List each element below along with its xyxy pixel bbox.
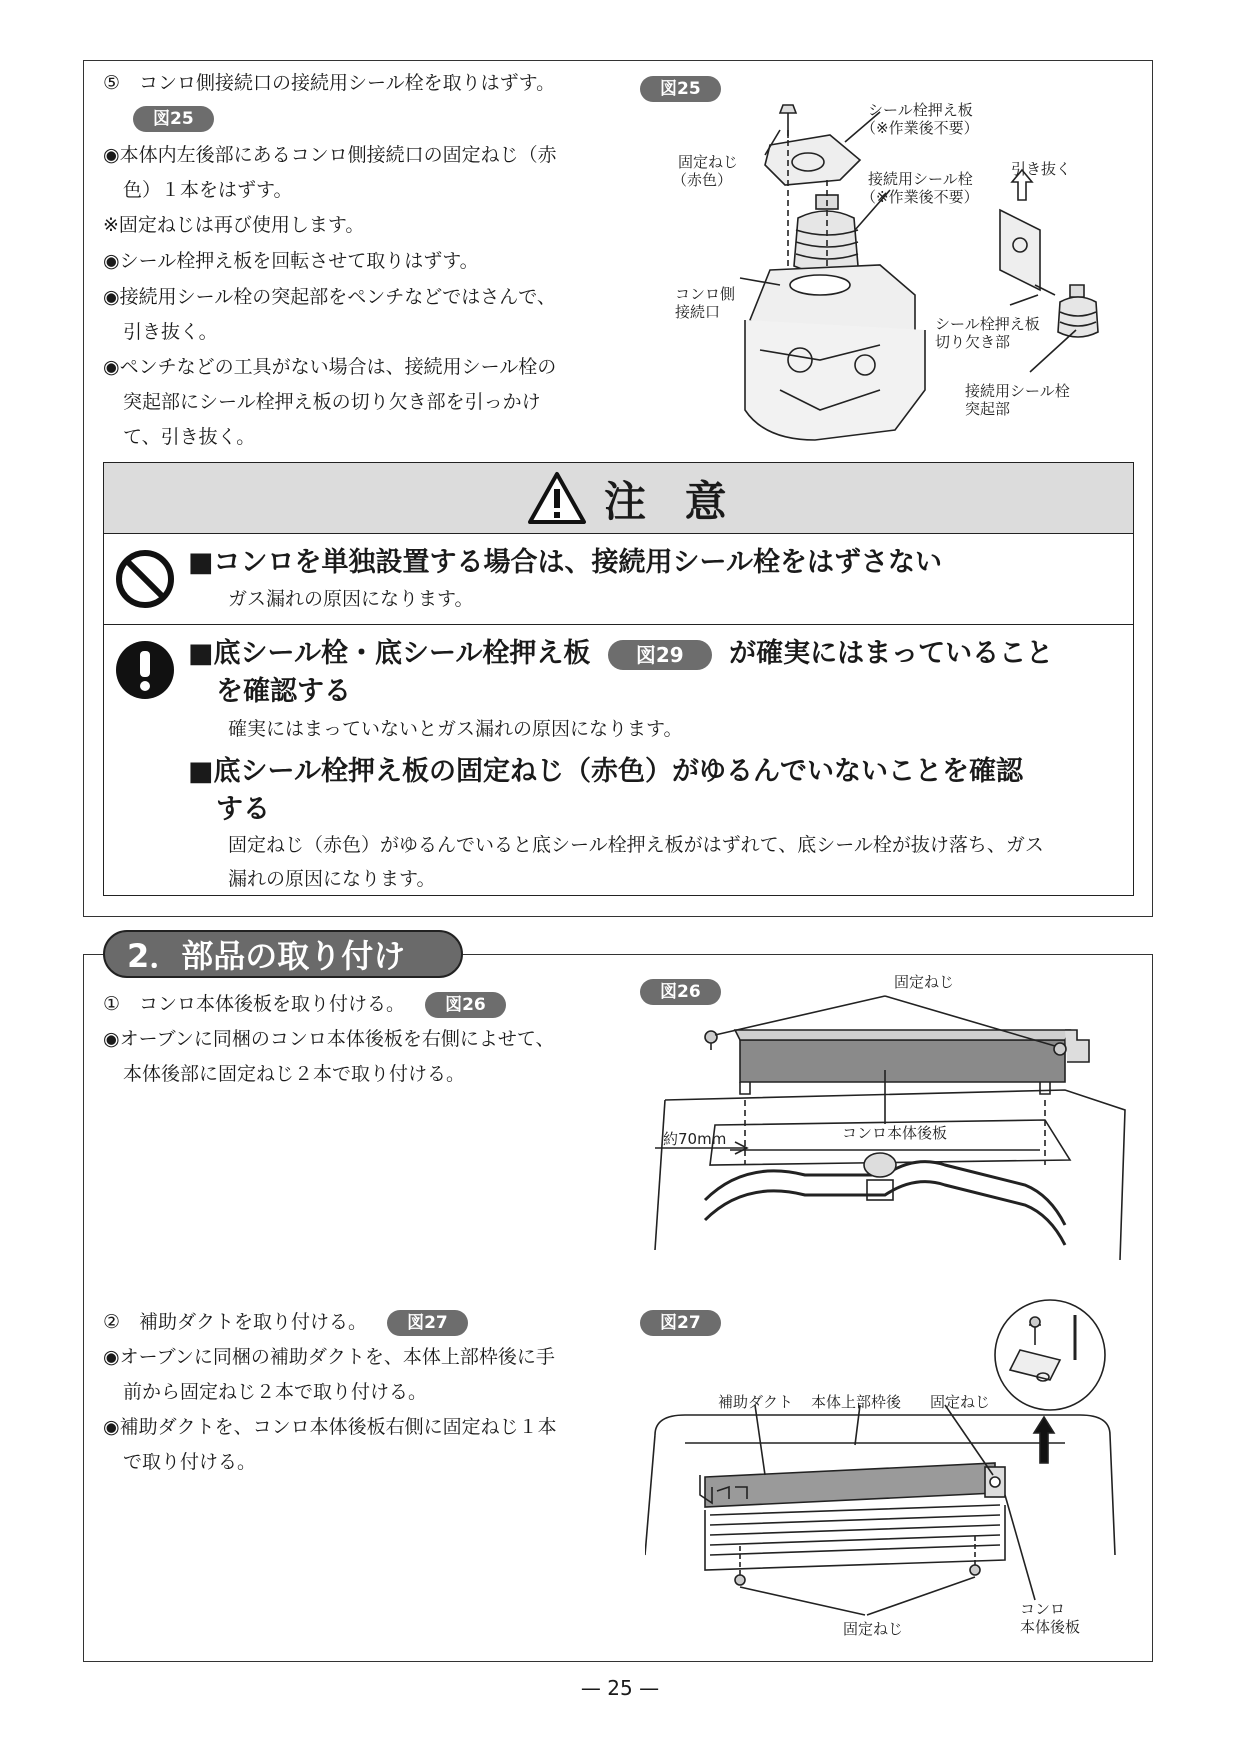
- fig27-label-frame: 本体上部枠後: [811, 1393, 902, 1411]
- fig25-label-connector: コンロ側: [675, 285, 736, 303]
- fig25-label-protrusion2: 突起部: [965, 400, 1011, 418]
- fig27-label-duct: 補助ダクト: [718, 1393, 794, 1411]
- step5-note: ※固定ねじは再び使用します。: [103, 214, 365, 236]
- caution-sub-1: ガス漏れの原因になります。: [228, 588, 474, 610]
- caution-row-mandatory: [104, 625, 1133, 895]
- step5-bullet2: ◉シール栓押え板を回転させて取りはずす。: [103, 250, 479, 272]
- step5-ref: 図25: [133, 106, 214, 132]
- step5-title: ⑤ コンロ側接続口の接続用シール栓を取りはずす。: [103, 72, 556, 94]
- step2-ref: 図27: [387, 1310, 468, 1336]
- fig25-label-seal-note: （※作業後不要）: [861, 188, 979, 206]
- step5-bullet3b: 引き抜く。: [123, 321, 218, 343]
- caution-heading-3: ■底シール栓押え板の固定ねじ（赤色）がゆるんでいないことを確認: [188, 756, 1023, 787]
- fig27-ref: 図27: [640, 1310, 721, 1336]
- caution-heading-1: ■コンロを単独設置する場合は、接続用シール栓をはずさない: [188, 547, 942, 578]
- fig25-label-protrusion: 接続用シール栓: [965, 382, 1070, 400]
- step5-bullet1: ◉本体内左後部にあるコンロ側接続口の固定ねじ（赤: [103, 144, 557, 166]
- fig26-label-backplate: コンロ本体後板: [838, 1124, 951, 1142]
- caution-sub-3b: 漏れの原因になります。: [228, 868, 436, 890]
- step2-bullet1b: 前から固定ねじ２本で取り付ける。: [123, 1381, 428, 1403]
- fig26-label-dimension: 約70mm: [663, 1130, 727, 1148]
- caution-box: [103, 462, 1134, 896]
- warning-triangle-icon: [527, 471, 587, 525]
- caution-header: [104, 463, 1133, 534]
- caution-heading-3b: する: [216, 794, 270, 825]
- step2-title: ② 補助ダクトを取り付ける。 図27: [103, 1305, 468, 1340]
- fig27-label-screw: 固定ねじ: [930, 1393, 991, 1411]
- fig25-illustration: [640, 90, 1130, 470]
- step1-bullet1b: 本体後部に固定ねじ２本で取り付ける。: [123, 1063, 466, 1085]
- caution-sub-3: 固定ねじ（赤色）がゆるんでいると底シール栓押え板がはずれて、底シール栓が抜け落ち、ガス: [228, 834, 1044, 856]
- fig25-label-screw-red: （赤色）: [672, 171, 733, 189]
- step5-bullet3: ◉接続用シール栓の突起部をペンチなどではさんで、: [103, 286, 556, 308]
- step5-bullet4: ◉ペンチなどの工具がない場合は、接続用シール栓の: [103, 356, 557, 378]
- step5-bullet4c: て、引き抜く。: [123, 426, 256, 448]
- step1-ref: 図26: [425, 992, 506, 1018]
- caution-ref-fig29: 図29: [608, 640, 712, 670]
- fig27-label-screw-bottom: 固定ねじ: [843, 1620, 904, 1638]
- fig26-label-screw: 固定ねじ: [894, 973, 955, 991]
- page-number: — 25 —: [580, 1676, 660, 1700]
- step2-bullet1: ◉オーブンに同梱の補助ダクトを、本体上部枠後に手: [103, 1346, 555, 1368]
- fig27-label-backplate2: 本体後板: [1020, 1618, 1081, 1636]
- fig25-ref: 図25: [640, 76, 721, 102]
- fig25-label-screw: 固定ねじ: [678, 153, 739, 171]
- fig25-label-seal: 接続用シール栓: [868, 170, 973, 188]
- step5-bullet1b: 色）１本をはずす。: [123, 179, 293, 201]
- fig25-label-pull: 引き抜く: [1011, 160, 1072, 178]
- section-title: 2．部品の取り付け: [103, 930, 463, 978]
- step2-bullet2b: で取り付ける。: [123, 1451, 257, 1473]
- fig25-label-plate-note: （※作業後不要）: [861, 119, 979, 137]
- fig26-ref: 図26: [640, 979, 721, 1005]
- step1-title: ① コンロ本体後板を取り付ける。 図26: [103, 987, 506, 1022]
- caution-row-prohibit: [104, 534, 1133, 625]
- step2-bullet2: ◉補助ダクトを、コンロ本体後板右側に固定ねじ１本: [103, 1416, 557, 1438]
- fig25-label-plate: シール栓押え板: [868, 101, 973, 119]
- caution-heading-2b: を確認する: [216, 676, 351, 707]
- fig27-label-backplate: コンロ: [1020, 1600, 1066, 1618]
- fig25-label-notch2: 切り欠き部: [935, 333, 1011, 351]
- prohibition-icon: [114, 548, 176, 610]
- exclamation-icon: [114, 639, 176, 701]
- step1-bullet1: ◉オーブンに同梱のコンロ本体後板を右側によせて、: [103, 1028, 555, 1050]
- fig25-label-connector2: 接続口: [675, 303, 721, 321]
- step5-bullet4b: 突起部にシール栓押え板の切り欠き部を引っかけ: [123, 391, 541, 413]
- caution-title: 注 意: [604, 477, 739, 526]
- fig25-label-notch: シール栓押え板: [935, 315, 1040, 333]
- caution-heading-2: ■底シール栓・底シール栓押え板 図29 が確実にはまっていること: [188, 638, 1054, 669]
- caution-sub-2: 確実にはまっていないとガス漏れの原因になります。: [228, 718, 683, 740]
